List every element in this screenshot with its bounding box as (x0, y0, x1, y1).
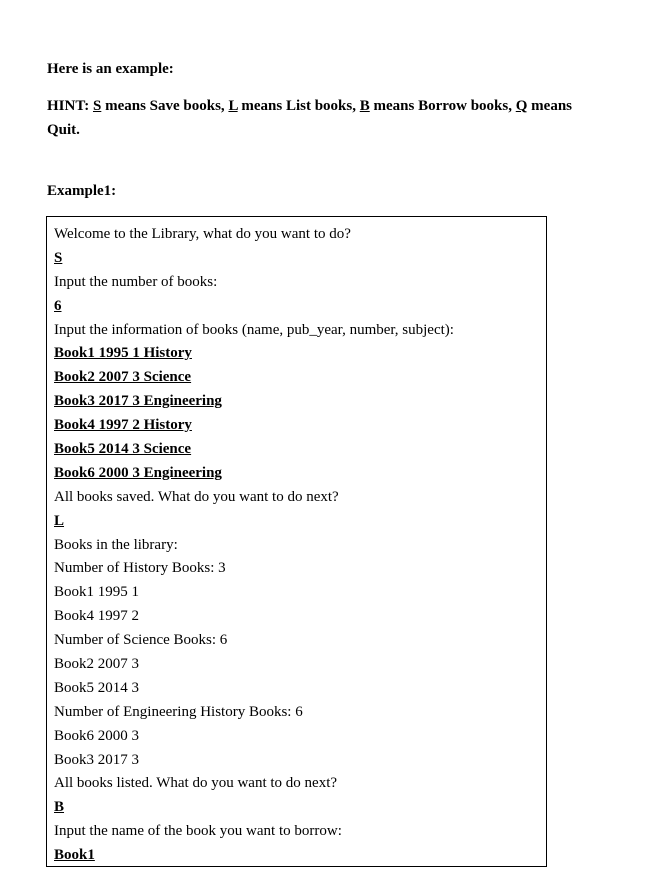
console-output-line: Books in the library: (54, 536, 178, 553)
console-user-input-line: L (54, 512, 65, 529)
console-user-input-line: Book3 2017 3 Engineering (54, 393, 222, 410)
console-transcript-box (46, 216, 547, 867)
console-output-line: Book2 2007 3 (54, 656, 140, 673)
console-user-input-line: Book4 1997 2 History (54, 417, 192, 434)
hint-desc-list: means List books, (237, 98, 360, 114)
intro-text: Here is an example: (47, 61, 174, 77)
console-user-input-line: S (54, 249, 63, 266)
hint-key-list: L (228, 98, 238, 114)
hint-prefix: HINT: (47, 98, 93, 114)
console-output-line: Input the information of books (name, pub_year, number, subject): (54, 321, 454, 338)
console-output-line: Number of Science Books: 6 (54, 632, 228, 649)
console-user-input-line: Book6 2000 3 Engineering (54, 464, 222, 481)
hint-desc-quit: means Quit. (47, 98, 573, 138)
console-output-line: All books saved. What do you want to do next? (54, 488, 339, 505)
console-output-line: Number of History Books: 3 (54, 560, 226, 577)
hint-key-save: S (92, 98, 102, 114)
console-output-line: Book5 2014 3 (54, 679, 140, 696)
console-output-line: Number of Engineering History Books: 6 (54, 703, 303, 720)
console-output-line: Book1 1995 1 (54, 584, 140, 601)
console-user-input-line: 6 (54, 297, 62, 314)
console-user-input-line: Book5 2014 3 Science (54, 441, 192, 458)
hint-desc-save: means Save books, (101, 98, 229, 114)
hint-desc-borrow: means Borrow books, (369, 98, 516, 114)
console-user-input-line: B (54, 799, 65, 816)
example-title: Example1: (47, 183, 117, 199)
console-output-line: All books listed. What do you want to do next? (54, 775, 338, 792)
console-output-line: Book3 2017 3 (54, 751, 140, 768)
console-user-input-line: Book2 2007 3 Science (54, 369, 192, 386)
hint-key-quit: Q (515, 98, 528, 114)
console-output-line: Book4 1997 2 (54, 608, 140, 625)
hint-text (47, 94, 587, 142)
hint-key-borrow: B (359, 98, 370, 114)
console-user-input-line: Book1 (54, 847, 95, 864)
console-output-line: Input the number of books: (54, 273, 218, 290)
console-output-line: Input the name of the book you want to borrow: (54, 823, 342, 840)
console-output-line: Welcome to the Library, what do you want to do? (54, 226, 351, 242)
console-user-input-line: Book1 1995 1 History (54, 345, 192, 362)
console-output-line: Book6 2000 3 (54, 727, 140, 744)
